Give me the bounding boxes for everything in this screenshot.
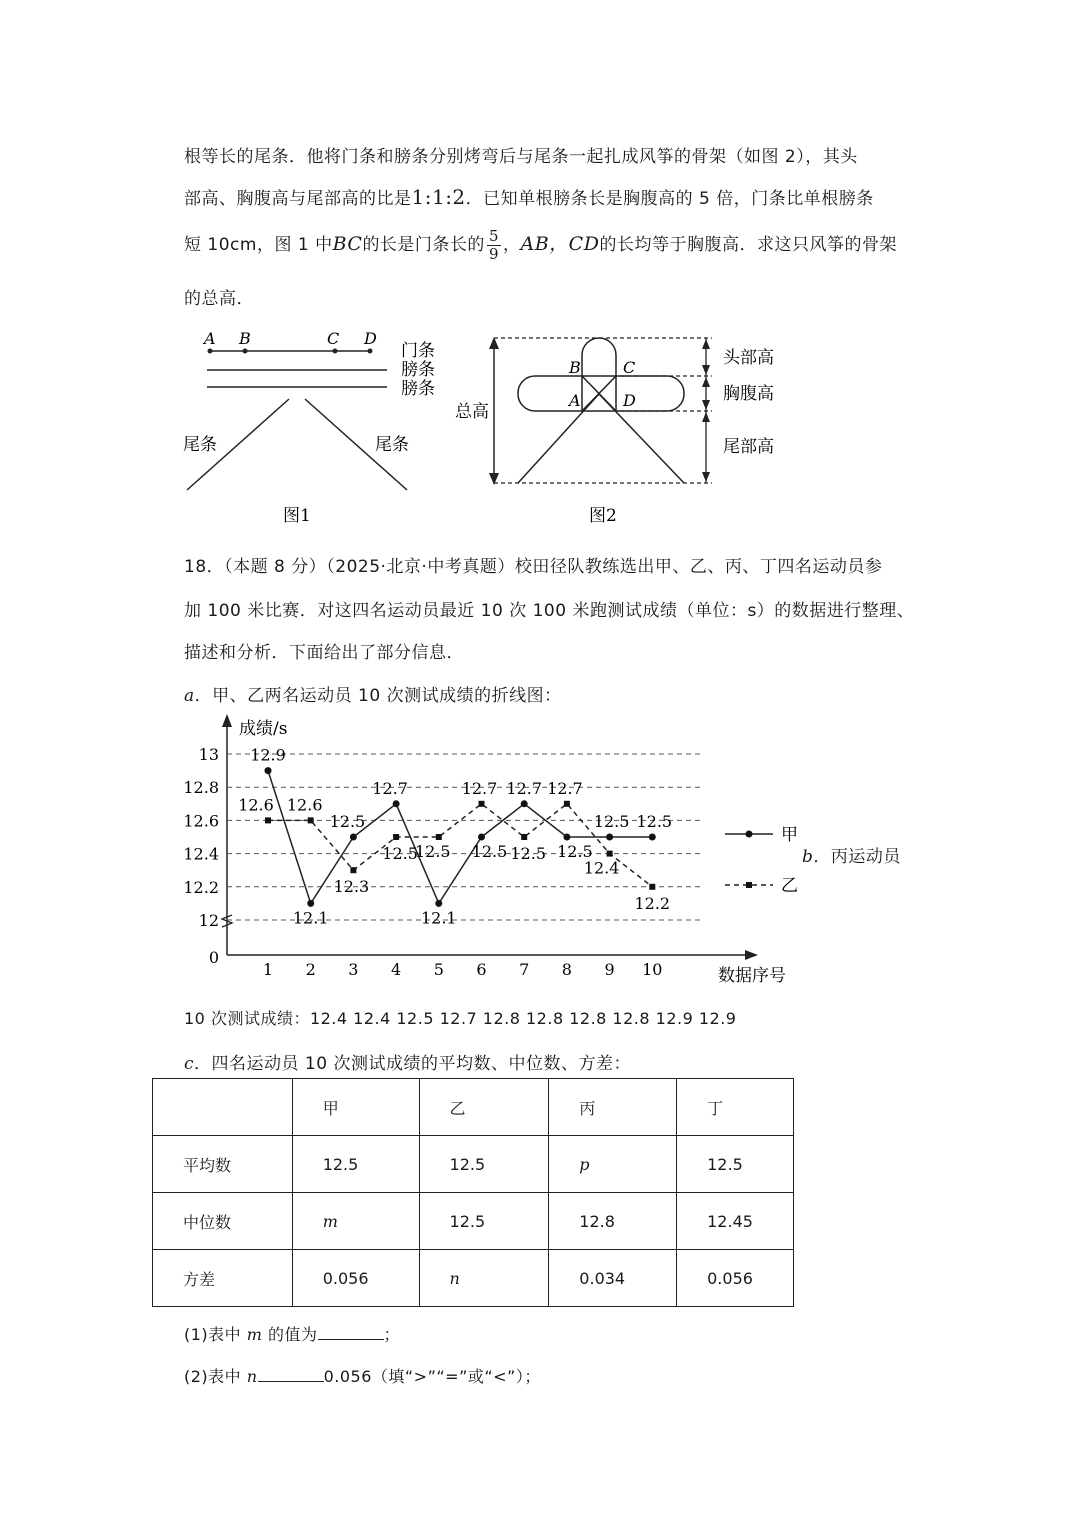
data-point-yi <box>308 817 314 823</box>
fig1-label-wing2: 膀条 <box>401 379 435 399</box>
fig2-caption: 图2 <box>589 506 617 526</box>
data-label-yi: 12.7 <box>461 778 498 798</box>
data-label-jia: 12.7 <box>506 778 543 798</box>
data-point-jia <box>606 834 613 841</box>
legend-marker-jia <box>746 831 753 838</box>
table-header-row <box>153 1079 794 1136</box>
table-cell: 0.056 <box>292 1250 419 1307</box>
x-tick-label: 1 <box>262 960 274 979</box>
data-label-jia: 12.5 <box>471 842 508 861</box>
fig2-point-a: A <box>569 391 581 410</box>
fig2-chest-height: 胸腹高 <box>723 384 774 404</box>
table-row <box>153 1250 794 1307</box>
table-row <box>153 1193 794 1250</box>
statistics-table <box>152 1078 794 1307</box>
axis-break <box>222 915 232 927</box>
data-point-jia <box>350 834 357 841</box>
x-tick-label: 8 <box>561 960 572 979</box>
data-label-jia: 12.7 <box>372 778 408 798</box>
y-tick-label: 0 <box>208 948 219 967</box>
y-axis-arrow <box>222 714 232 727</box>
figure-1 <box>175 325 455 530</box>
table-cell: 平均数 <box>153 1136 293 1193</box>
x-axis-label: 数据序号 <box>718 966 786 986</box>
fig1-point-d: D <box>364 329 377 348</box>
data-label-yi: 12.4 <box>583 858 620 878</box>
p18-line3: 描述和分析．下面给出了部分信息． <box>184 643 464 663</box>
data-point-yi <box>564 801 570 807</box>
x-tick-label: 2 <box>305 960 316 979</box>
data-point-jia <box>521 800 528 807</box>
table-cell: 12.5 <box>419 1136 549 1193</box>
answer-blank-1[interactable] <box>318 1325 384 1340</box>
table-cell: 中位数 <box>153 1193 293 1250</box>
table-cell: 12.5 <box>419 1193 549 1250</box>
p17-line3: 短 10cm，图 1 中BC的长是门条长的 $\frac{5}{9}$ ，AB，CD的长均等于胸腹高．求这只风筝的骨架 <box>184 226 897 263</box>
x-tick-label: 4 <box>391 960 402 979</box>
fig1-point-a: A <box>204 329 216 348</box>
y-axis-label: 成绩/s <box>239 719 288 739</box>
data-label-yi: 12.3 <box>333 877 370 897</box>
figure-2 <box>450 325 800 530</box>
y-tick-label: 13 <box>198 745 219 764</box>
fig1-point-b: B <box>239 329 251 348</box>
table-header-cell: 甲 <box>292 1079 419 1136</box>
data-label-jia: 12.5 <box>557 842 593 861</box>
table-cell: 0.056 <box>677 1250 794 1307</box>
table-cell: 12.5 <box>292 1136 419 1193</box>
data-point-yi <box>607 851 613 857</box>
p18-part-b: b．丙运动员 <box>802 847 901 867</box>
data-point-yi <box>265 817 271 823</box>
bc-segment: BC <box>332 233 363 255</box>
data-point-yi <box>350 867 356 873</box>
table-row <box>153 1136 794 1193</box>
fig2-head-height: 头部高 <box>723 348 774 368</box>
fig1-tail-right: 尾条 <box>375 435 409 455</box>
data-point-jia <box>393 800 400 807</box>
y-tick-label: 12.6 <box>183 811 219 831</box>
y-tick-label: 12 <box>198 911 219 930</box>
data-point-jia <box>563 834 570 841</box>
data-label-yi: 12.5 <box>510 844 547 863</box>
p18-part-a: a．甲、乙两名运动员 10 次测试成绩的折线图： <box>184 686 562 706</box>
data-point-yi <box>436 834 442 840</box>
p17-line2: 部高、胸腹高与尾部高的比是1:1:2．已知单根膀条长是胸腹高的 5 倍，门条比单根膀条 <box>184 185 874 209</box>
x-tick-label: 5 <box>433 960 444 979</box>
p18-b-data: 10 次测试成绩：12.4 12.4 12.5 12.7 12.8 12.8 12.8 12.8 12.9 12.9 <box>184 1009 737 1028</box>
p18-line2: 加 100 米比赛．对这四名运动员最近 10 次 100 米跑测试成绩（单位：s）的数据进行整理、 <box>184 601 915 621</box>
fig2-total-height: 总高 <box>455 402 489 422</box>
fig1-label-door: 门条 <box>401 341 435 361</box>
fig2-point-d: D <box>623 391 636 410</box>
fraction-5-9: $\frac{5}{9}$ <box>488 226 499 263</box>
p18-line1: 18．（本题 8 分）（2025·北京·中考真题）校田径队教练选出甲、乙、丙、丁四名运动员参 <box>184 557 883 577</box>
p17-line4: 的总高． <box>184 289 254 309</box>
x-axis-arrow <box>745 950 758 960</box>
data-point-jia <box>265 767 272 774</box>
data-point-yi <box>393 834 399 840</box>
p17-line1: 根等长的尾条．他将门条和膀条分别烤弯后与尾条一起扎成风筝的骨架（如图 2），其头 <box>184 147 858 167</box>
data-label-yi: 12.5 <box>382 844 418 863</box>
table-cell: p <box>549 1136 677 1193</box>
x-tick-label: 10 <box>642 960 663 979</box>
x-tick-label: 7 <box>519 960 530 979</box>
y-tick-label: 12.2 <box>183 877 219 897</box>
table-cell: m <box>292 1193 419 1250</box>
data-point-jia <box>478 834 485 841</box>
data-label-jia: 12.1 <box>292 908 329 928</box>
table-cell: 方差 <box>153 1250 293 1307</box>
fig1-tail-left: 尾条 <box>183 435 217 455</box>
x-tick-label: 3 <box>348 960 359 979</box>
data-point-yi <box>479 801 485 807</box>
fig2-point-b: B <box>569 358 581 377</box>
data-point-yi <box>521 834 527 840</box>
fig1-caption: 图1 <box>283 506 311 526</box>
line-chart <box>183 712 815 992</box>
table-cell: 12.45 <box>677 1193 794 1250</box>
data-label-yi: 12.2 <box>634 893 671 913</box>
data-label-jia: 12.5 <box>329 812 366 831</box>
data-label-yi: 12.7 <box>547 778 583 798</box>
table-header-cell: 丙 <box>549 1079 677 1136</box>
data-label-yi: 12.5 <box>414 842 451 861</box>
answer-blank-2[interactable] <box>258 1367 324 1382</box>
data-point-yi <box>649 884 655 890</box>
fig1-point-c: C <box>327 329 340 348</box>
table-header-cell: 乙 <box>419 1079 549 1136</box>
data-label-jia: 12.9 <box>250 745 286 765</box>
table-header-cell: 丁 <box>677 1079 794 1136</box>
data-label-jia: 12.1 <box>420 908 457 928</box>
fig2-tail-height: 尾部高 <box>723 437 774 457</box>
table-cell: n <box>419 1250 549 1307</box>
x-tick-label: 6 <box>476 960 487 979</box>
data-label-yi: 12.6 <box>286 795 323 815</box>
fig2-point-c: C <box>623 358 636 377</box>
x-tick-label: 9 <box>604 960 615 979</box>
table-cell: 0.034 <box>549 1250 677 1307</box>
ratio: 1:1:2 <box>411 185 466 209</box>
p18-part-c: c．四名运动员 10 次测试成绩的平均数、中位数、方差： <box>184 1054 631 1074</box>
data-label-jia: 12.5 <box>636 812 673 831</box>
y-tick-label: 12.8 <box>183 778 219 798</box>
data-label-yi: 12.6 <box>238 795 274 815</box>
table-cell: 12.8 <box>549 1193 677 1250</box>
legend-label-yi: 乙 <box>781 876 798 896</box>
legend-label-jia: 甲 <box>781 825 798 845</box>
question-1: (1)表中 m 的值为 ； <box>184 1325 401 1344</box>
data-point-jia <box>435 900 442 907</box>
ab-cd-segments: AB，CD <box>520 233 600 255</box>
question-2: (2)表中 n 0.056（填“>”“=”或“<”）； <box>184 1367 541 1386</box>
table-cell: 12.5 <box>677 1136 794 1193</box>
fig1-label-wing1: 膀条 <box>401 360 435 380</box>
data-label-jia: 12.5 <box>593 812 630 831</box>
data-point-jia <box>307 900 314 907</box>
table-header-cell <box>153 1079 293 1136</box>
y-tick-label: 12.4 <box>183 844 219 864</box>
data-point-jia <box>649 834 656 841</box>
legend-marker-yi <box>746 882 752 888</box>
